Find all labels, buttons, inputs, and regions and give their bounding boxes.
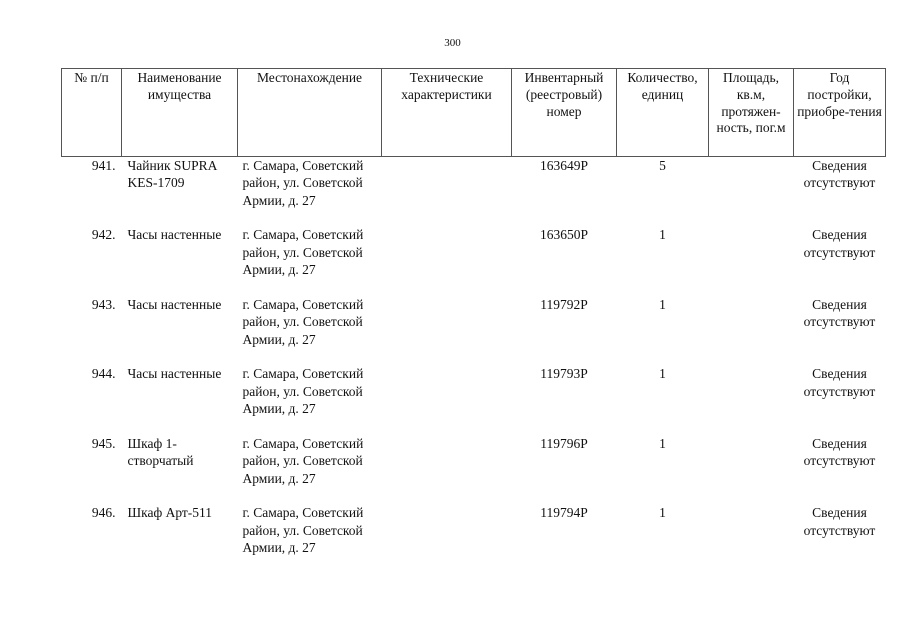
row-tech (382, 504, 512, 574)
row-area (709, 435, 794, 505)
row-name: Часы настенные (127, 227, 222, 243)
row-year: Сведения отсутствуют (803, 158, 876, 191)
row-name: Шкаф Арт-511 (127, 505, 213, 521)
row-year: Сведения отсутствуют (803, 505, 876, 538)
row-area (709, 226, 794, 296)
row-inventory: 119792Р (540, 296, 588, 312)
header-location: Местонахождение (238, 69, 382, 157)
row-tech (382, 296, 512, 366)
header-tech: Технические характеристики (382, 69, 512, 157)
row-number: 942. (91, 227, 116, 243)
row-area (709, 504, 794, 574)
row-name: Часы настенные (127, 296, 222, 312)
row-year: Сведения отсутствуют (803, 296, 876, 330)
row-location: г. Самара, Советский район, ул. Советской Армии, д. 27 (242, 505, 364, 556)
row-number: 946. (91, 505, 116, 521)
table-row (62, 226, 886, 296)
row-inventory: 119793Р (540, 366, 588, 382)
row-year: Сведения отсутствуют (803, 366, 876, 399)
row-area (709, 157, 794, 227)
row-tech (382, 365, 512, 435)
table-row (62, 504, 886, 574)
row-number: 944. (91, 366, 116, 382)
header-number: № п/п (62, 69, 122, 157)
table-row (62, 157, 886, 227)
row-location: г. Самара, Советский район, ул. Советской Армии, д. 27 (242, 158, 364, 208)
row-location: г. Самара, Советский район, ул. Советской Армии, д. 27 (242, 227, 364, 277)
row-number: 941. (91, 158, 116, 173)
row-location: г. Самара, Советский район, ул. Советской Армии, д. 27 (242, 366, 364, 417)
row-inventory: 163649Р (539, 158, 588, 173)
header-quantity: Количество, единиц (617, 69, 709, 157)
table-header-row (62, 69, 886, 157)
row-location: г. Самара, Советский район, ул. Советской Армии, д. 27 (242, 435, 364, 486)
row-tech (382, 435, 512, 505)
row-inventory: 119794Р (540, 505, 588, 521)
row-quantity: 1 (659, 505, 666, 521)
row-area (709, 365, 794, 435)
row-area (709, 296, 794, 366)
row-quantity: 1 (659, 366, 666, 382)
row-number: 943. (91, 296, 116, 312)
table-row (62, 365, 886, 435)
row-quantity: 1 (659, 296, 666, 312)
row-tech (382, 226, 512, 296)
header-area: Площадь, кв.м, протяжен-ность, пог.м (709, 69, 794, 157)
header-inventory: Инвентарный (реестровый) номер (512, 69, 617, 157)
row-quantity: 1 (659, 227, 666, 243)
header-year: Год постройки, приобре-тения (794, 69, 886, 157)
row-name: Шкаф 1-створчатый (127, 435, 194, 469)
table-row (62, 435, 886, 505)
row-quantity: 5 (659, 158, 666, 173)
table-row (62, 296, 886, 366)
row-tech (382, 157, 512, 227)
row-inventory: 163650Р (539, 227, 588, 243)
row-year: Сведения отсутствуют (803, 227, 876, 260)
row-quantity: 1 (659, 435, 666, 451)
row-inventory: 119796Р (540, 435, 588, 451)
row-number: 945. (91, 435, 116, 451)
property-registry-table (61, 68, 886, 574)
row-location: г. Самара, Советский район, ул. Советской Армии, д. 27 (242, 296, 364, 347)
page-number: 300 (444, 37, 461, 49)
row-name: Чайник SUPRA KES-1709 (127, 158, 217, 191)
row-year: Сведения отсутствуют (803, 435, 876, 469)
header-name: Наименование имущества (122, 69, 238, 157)
row-name: Часы настенные (127, 366, 222, 382)
